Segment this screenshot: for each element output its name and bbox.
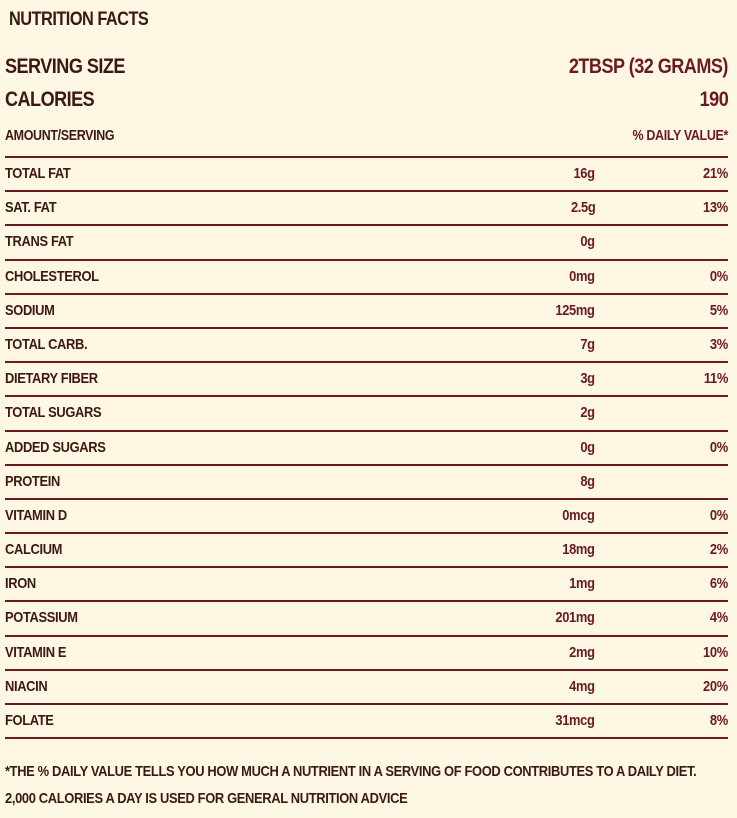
nutrient-name: PROTEIN xyxy=(5,472,60,490)
nutrient-row xyxy=(5,466,728,500)
nutrient-amount: 125mg xyxy=(555,301,595,319)
nutrient-amount: 2.5g xyxy=(570,199,595,217)
nutrient-row xyxy=(5,671,728,705)
nutrient-row xyxy=(5,602,728,636)
nutrition-facts-title: NUTRITION FACTS xyxy=(9,9,149,30)
nutrient-amount: 31mcg xyxy=(555,712,595,729)
nutrient-row xyxy=(5,432,728,466)
nutrient-daily-value: 13% xyxy=(703,199,728,217)
nutrient-name: TOTAL CARB. xyxy=(5,335,88,353)
nutrient-row xyxy=(5,568,728,602)
nutrient-name: VITAMIN D xyxy=(5,506,67,524)
nutrient-name: SODIUM xyxy=(5,301,55,319)
nutrient-amount: 7g xyxy=(580,335,595,353)
calories-row xyxy=(5,85,728,115)
nutrient-amount: 2mg xyxy=(569,643,595,661)
nutrient-name: VITAMIN E xyxy=(5,643,67,661)
nutrient-daily-value: 4% xyxy=(710,609,728,627)
nutrient-row xyxy=(5,261,728,295)
nutrient-daily-value: 0% xyxy=(710,506,728,524)
nutrient-daily-value: 0% xyxy=(710,267,728,285)
nutrient-amount: 4mg xyxy=(569,677,595,695)
nutrient-daily-value: 20% xyxy=(703,677,728,695)
nutrient-amount: 2g xyxy=(580,404,595,422)
nutrient-name: DIETARY FIBER xyxy=(5,370,98,388)
calories-value: 190 xyxy=(699,88,728,111)
nutrient-row xyxy=(5,329,728,363)
nutrient-row xyxy=(5,363,728,397)
nutrient-name: IRON xyxy=(5,575,36,593)
nutrient-name: NIACIN xyxy=(5,677,48,695)
nutrient-daily-value: 2% xyxy=(710,541,728,559)
nutrient-name: SAT. FAT xyxy=(5,199,57,217)
nutrient-row xyxy=(5,637,728,671)
nutrient-row xyxy=(5,534,728,568)
nutrient-row xyxy=(5,226,728,260)
nutrient-daily-value: 10% xyxy=(703,643,728,661)
nutrient-amount: 8g xyxy=(580,472,595,490)
nutrient-amount: 0mg xyxy=(569,267,595,285)
nutrient-daily-value: 21% xyxy=(703,165,728,182)
nutrient-name: TOTAL SUGARS xyxy=(5,404,102,422)
nutrient-row xyxy=(5,397,728,431)
nutrient-amount: 201mg xyxy=(555,609,595,627)
nutrient-daily-value: 0% xyxy=(710,438,728,456)
nutrient-row xyxy=(5,295,728,329)
serving-size-label: SERVING SIZE xyxy=(5,55,125,78)
amount-per-serving-header: AMOUNT/SERVING xyxy=(5,128,115,144)
nutrient-amount: 3g xyxy=(580,370,595,388)
nutrient-amount: 0g xyxy=(580,233,595,251)
nutrient-amount: 18mg xyxy=(562,541,595,559)
nutrient-row xyxy=(5,500,728,534)
calories-label: CALORIES xyxy=(5,88,95,111)
nutrient-name: TOTAL FAT xyxy=(5,165,71,182)
nutrient-daily-value: 3% xyxy=(710,335,728,353)
nutrient-name: CHOLESTEROL xyxy=(5,267,99,285)
nutrient-name: ADDED SUGARS xyxy=(5,438,106,456)
nutrient-row xyxy=(5,192,728,226)
nutrient-daily-value: 5% xyxy=(710,301,728,319)
serving-size-value: 2TBSP (32 GRAMS) xyxy=(568,55,728,78)
nutrient-table xyxy=(5,156,728,739)
nutrient-row xyxy=(5,705,728,739)
column-header-row xyxy=(5,124,728,148)
nutrient-name: TRANS FAT xyxy=(5,233,74,251)
nutrient-row xyxy=(5,158,728,192)
nutrient-amount: 1mg xyxy=(569,575,595,593)
nutrient-daily-value: 11% xyxy=(703,370,728,388)
nutrient-amount: 0g xyxy=(580,438,595,456)
nutrient-daily-value: 8% xyxy=(710,712,728,729)
nutrient-name: POTASSIUM xyxy=(5,609,78,627)
daily-value-footnote: *THE % DAILY VALUE TELLS YOU HOW MUCH A NUTRIENT IN A SERVING OF FOOD CONTRIBUTES TO A DAILY DIET. 2,000 CALORIES A DAY IS USED FOR GENERAL NUTRITION ADVICE xyxy=(5,763,697,807)
nutrient-name: FOLATE xyxy=(5,712,54,729)
daily-value-header: % DAILY VALUE* xyxy=(632,128,728,144)
nutrient-daily-value: 6% xyxy=(710,575,728,593)
serving-size-row xyxy=(5,52,728,82)
nutrient-name: CALCIUM xyxy=(5,541,63,559)
nutrient-amount: 16g xyxy=(573,165,595,182)
nutrient-amount: 0mcg xyxy=(562,506,595,524)
